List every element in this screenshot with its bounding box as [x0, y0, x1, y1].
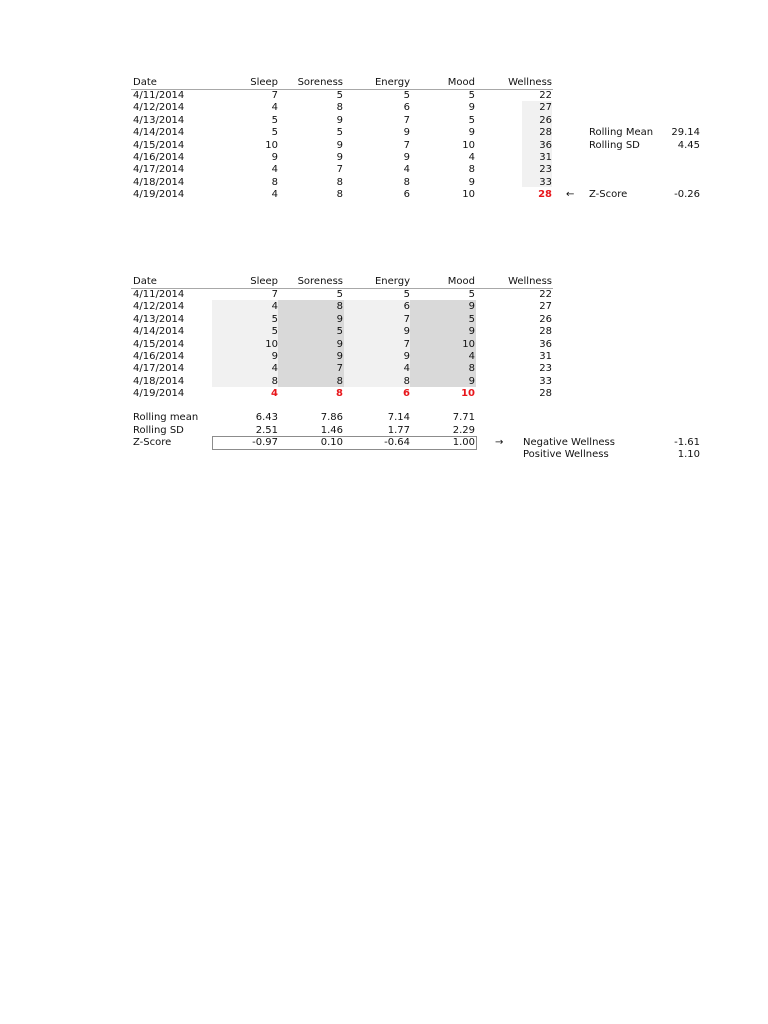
cell-date: 4/14/2014: [133, 127, 185, 139]
cell-sleep: 10: [265, 139, 278, 151]
header-wellness: Wellness: [508, 276, 552, 287]
cell-date: 4/12/2014: [133, 102, 185, 114]
cell-wellness: 27: [539, 102, 552, 114]
cell-energy: 4: [403, 164, 410, 176]
cell-mood: 9: [468, 127, 475, 139]
cell-soreness: 8: [336, 375, 343, 387]
header-mood: Mood: [447, 77, 475, 88]
cell-soreness: 8: [336, 388, 343, 400]
cell-mood: 9: [468, 102, 475, 114]
summary-soreness: 0.10: [320, 437, 343, 448]
right-arrow-icon: →: [495, 437, 504, 448]
cell-wellness: 22: [539, 289, 552, 300]
summary-mood: 2.29: [452, 424, 475, 436]
cell-soreness: 9: [336, 338, 343, 350]
cell-soreness: 9: [336, 139, 343, 151]
header-soreness: Soreness: [297, 276, 343, 287]
energy-window-shading: [344, 300, 410, 387]
positive-wellness-label: Positive Wellness: [523, 449, 609, 460]
cell-mood: 8: [468, 164, 475, 176]
cell-date: 4/12/2014: [133, 301, 185, 313]
cell-date: 4/13/2014: [133, 114, 185, 126]
cell-soreness: 8: [336, 189, 343, 201]
cell-wellness: 36: [539, 139, 552, 151]
cell-date: 4/18/2014: [133, 176, 185, 188]
cell-mood: 9: [468, 301, 475, 313]
cell-sleep: 10: [265, 338, 278, 350]
cell-wellness: 26: [539, 313, 552, 325]
cell-soreness: 8: [336, 301, 343, 313]
cell-sleep: 4: [271, 102, 278, 114]
cell-energy: 9: [403, 127, 410, 139]
cell-mood: 10: [462, 189, 475, 201]
header-mood: Mood: [447, 276, 475, 287]
cell-sleep: 9: [271, 152, 278, 163]
cell-soreness: 9: [336, 114, 343, 126]
cell-energy: 6: [403, 189, 410, 201]
header-wellness: Wellness: [508, 77, 552, 88]
cell-mood: 10: [462, 338, 475, 350]
cell-mood: 9: [468, 176, 475, 188]
cell-energy: 5: [403, 90, 410, 101]
cell-sleep: 5: [271, 127, 278, 139]
cell-energy: 4: [403, 363, 410, 375]
header-energy: Energy: [374, 77, 410, 88]
summary-soreness: 7.86: [320, 412, 343, 423]
summary-sleep: 6.43: [255, 412, 278, 423]
summary-energy: -0.64: [384, 437, 410, 448]
cell-energy: 7: [403, 139, 410, 151]
cell-soreness: 7: [336, 164, 343, 176]
cell-soreness: 9: [336, 152, 343, 163]
cell-soreness: 8: [336, 102, 343, 114]
summary-label: Rolling mean: [133, 412, 199, 423]
cell-sleep: 5: [271, 114, 278, 126]
cell-wellness: 28: [539, 326, 552, 338]
summary-soreness: 1.46: [320, 424, 343, 436]
positive-wellness-value: 1.10: [677, 449, 700, 460]
cell-soreness: 9: [336, 351, 343, 362]
cell-mood: 4: [468, 351, 475, 362]
cell-mood: 9: [468, 375, 475, 387]
cell-wellness: 33: [539, 375, 552, 387]
cell-energy: 6: [403, 388, 410, 400]
cell-wellness: 28: [539, 388, 552, 400]
cell-energy: 5: [403, 289, 410, 300]
cell-date: 4/13/2014: [133, 313, 185, 325]
cell-wellness: 28: [538, 189, 552, 201]
cell-sleep: 4: [271, 388, 278, 400]
cell-sleep: 8: [271, 176, 278, 188]
rolling-sd-value: 4.45: [677, 140, 700, 151]
summary-energy: 7.14: [387, 412, 410, 423]
summary-mood: 7.71: [452, 412, 475, 423]
zscore-value: -0.26: [674, 189, 700, 200]
cell-sleep: 5: [271, 326, 278, 338]
cell-date: 4/18/2014: [133, 375, 185, 387]
cell-date: 4/16/2014: [133, 351, 185, 362]
cell-mood: 8: [468, 363, 475, 375]
cell-energy: 9: [403, 351, 410, 362]
cell-wellness: 27: [539, 301, 552, 313]
cell-energy: 8: [403, 375, 410, 387]
cell-date: 4/19/2014: [133, 189, 185, 201]
cell-wellness: 26: [539, 114, 552, 126]
header-date: Date: [133, 77, 157, 88]
header-sleep: Sleep: [250, 77, 278, 88]
cell-wellness: 33: [539, 176, 552, 188]
rolling-sd-label: Rolling SD: [589, 140, 640, 151]
cell-wellness: 23: [539, 363, 552, 375]
cell-mood: 5: [468, 90, 475, 101]
summary-mood: 1.00: [452, 437, 475, 448]
cell-date: 4/11/2014: [133, 90, 185, 101]
cell-sleep: 8: [271, 375, 278, 387]
cell-mood: 10: [462, 139, 475, 151]
cell-soreness: 9: [336, 313, 343, 325]
cell-soreness: 8: [336, 176, 343, 188]
cell-date: 4/17/2014: [133, 363, 185, 375]
cell-sleep: 4: [271, 363, 278, 375]
cell-wellness: 22: [539, 90, 552, 101]
cell-sleep: 4: [271, 164, 278, 176]
summary-sleep: 2.51: [255, 424, 278, 436]
soreness-window-shading: [278, 300, 344, 387]
cell-date: 4/17/2014: [133, 164, 185, 176]
summary-sleep: -0.97: [252, 437, 278, 448]
summary-label: Z-Score: [133, 437, 172, 448]
negative-wellness-label: Negative Wellness: [523, 437, 615, 448]
cell-soreness: 5: [336, 127, 343, 139]
zscore-label: Z-Score: [589, 189, 628, 200]
header-date: Date: [133, 276, 157, 287]
cell-wellness: 31: [539, 351, 552, 362]
cell-sleep: 7: [271, 289, 278, 300]
cell-date: 4/11/2014: [133, 289, 185, 300]
summary-energy: 1.77: [387, 424, 410, 436]
cell-wellness: 36: [539, 338, 552, 350]
header-sleep: Sleep: [250, 276, 278, 287]
header-energy: Energy: [374, 276, 410, 287]
cell-date: 4/14/2014: [133, 326, 185, 338]
cell-sleep: 7: [271, 90, 278, 101]
cell-date: 4/15/2014: [133, 139, 185, 151]
cell-mood: 9: [468, 326, 475, 338]
cell-sleep: 5: [271, 313, 278, 325]
header-soreness: Soreness: [297, 77, 343, 88]
cell-energy: 6: [403, 301, 410, 313]
cell-mood: 5: [468, 114, 475, 126]
cell-wellness: 31: [539, 152, 552, 163]
cell-wellness: 28: [539, 127, 552, 139]
cell-energy: 7: [403, 114, 410, 126]
cell-date: 4/19/2014: [133, 388, 185, 400]
negative-wellness-value: -1.61: [674, 437, 700, 448]
cell-mood: 5: [468, 313, 475, 325]
left-arrow-icon: ←: [566, 189, 575, 200]
rolling-mean-value: 29.14: [671, 127, 700, 138]
cell-date: 4/15/2014: [133, 338, 185, 350]
cell-mood: 4: [468, 152, 475, 163]
summary-label: Rolling SD: [133, 424, 184, 436]
cell-sleep: 4: [271, 301, 278, 313]
cell-wellness: 23: [539, 164, 552, 176]
cell-energy: 8: [403, 176, 410, 188]
cell-energy: 7: [403, 313, 410, 325]
cell-mood: 10: [461, 388, 475, 400]
cell-soreness: 7: [336, 363, 343, 375]
cell-soreness: 5: [336, 326, 343, 338]
cell-soreness: 5: [336, 90, 343, 101]
cell-energy: 7: [403, 338, 410, 350]
cell-energy: 9: [403, 152, 410, 163]
rolling-mean-label: Rolling Mean: [589, 127, 654, 138]
cell-date: 4/16/2014: [133, 152, 185, 163]
cell-sleep: 9: [271, 351, 278, 362]
cell-energy: 6: [403, 102, 410, 114]
cell-soreness: 5: [336, 289, 343, 300]
cell-energy: 9: [403, 326, 410, 338]
cell-mood: 5: [468, 289, 475, 300]
cell-sleep: 4: [271, 189, 278, 201]
